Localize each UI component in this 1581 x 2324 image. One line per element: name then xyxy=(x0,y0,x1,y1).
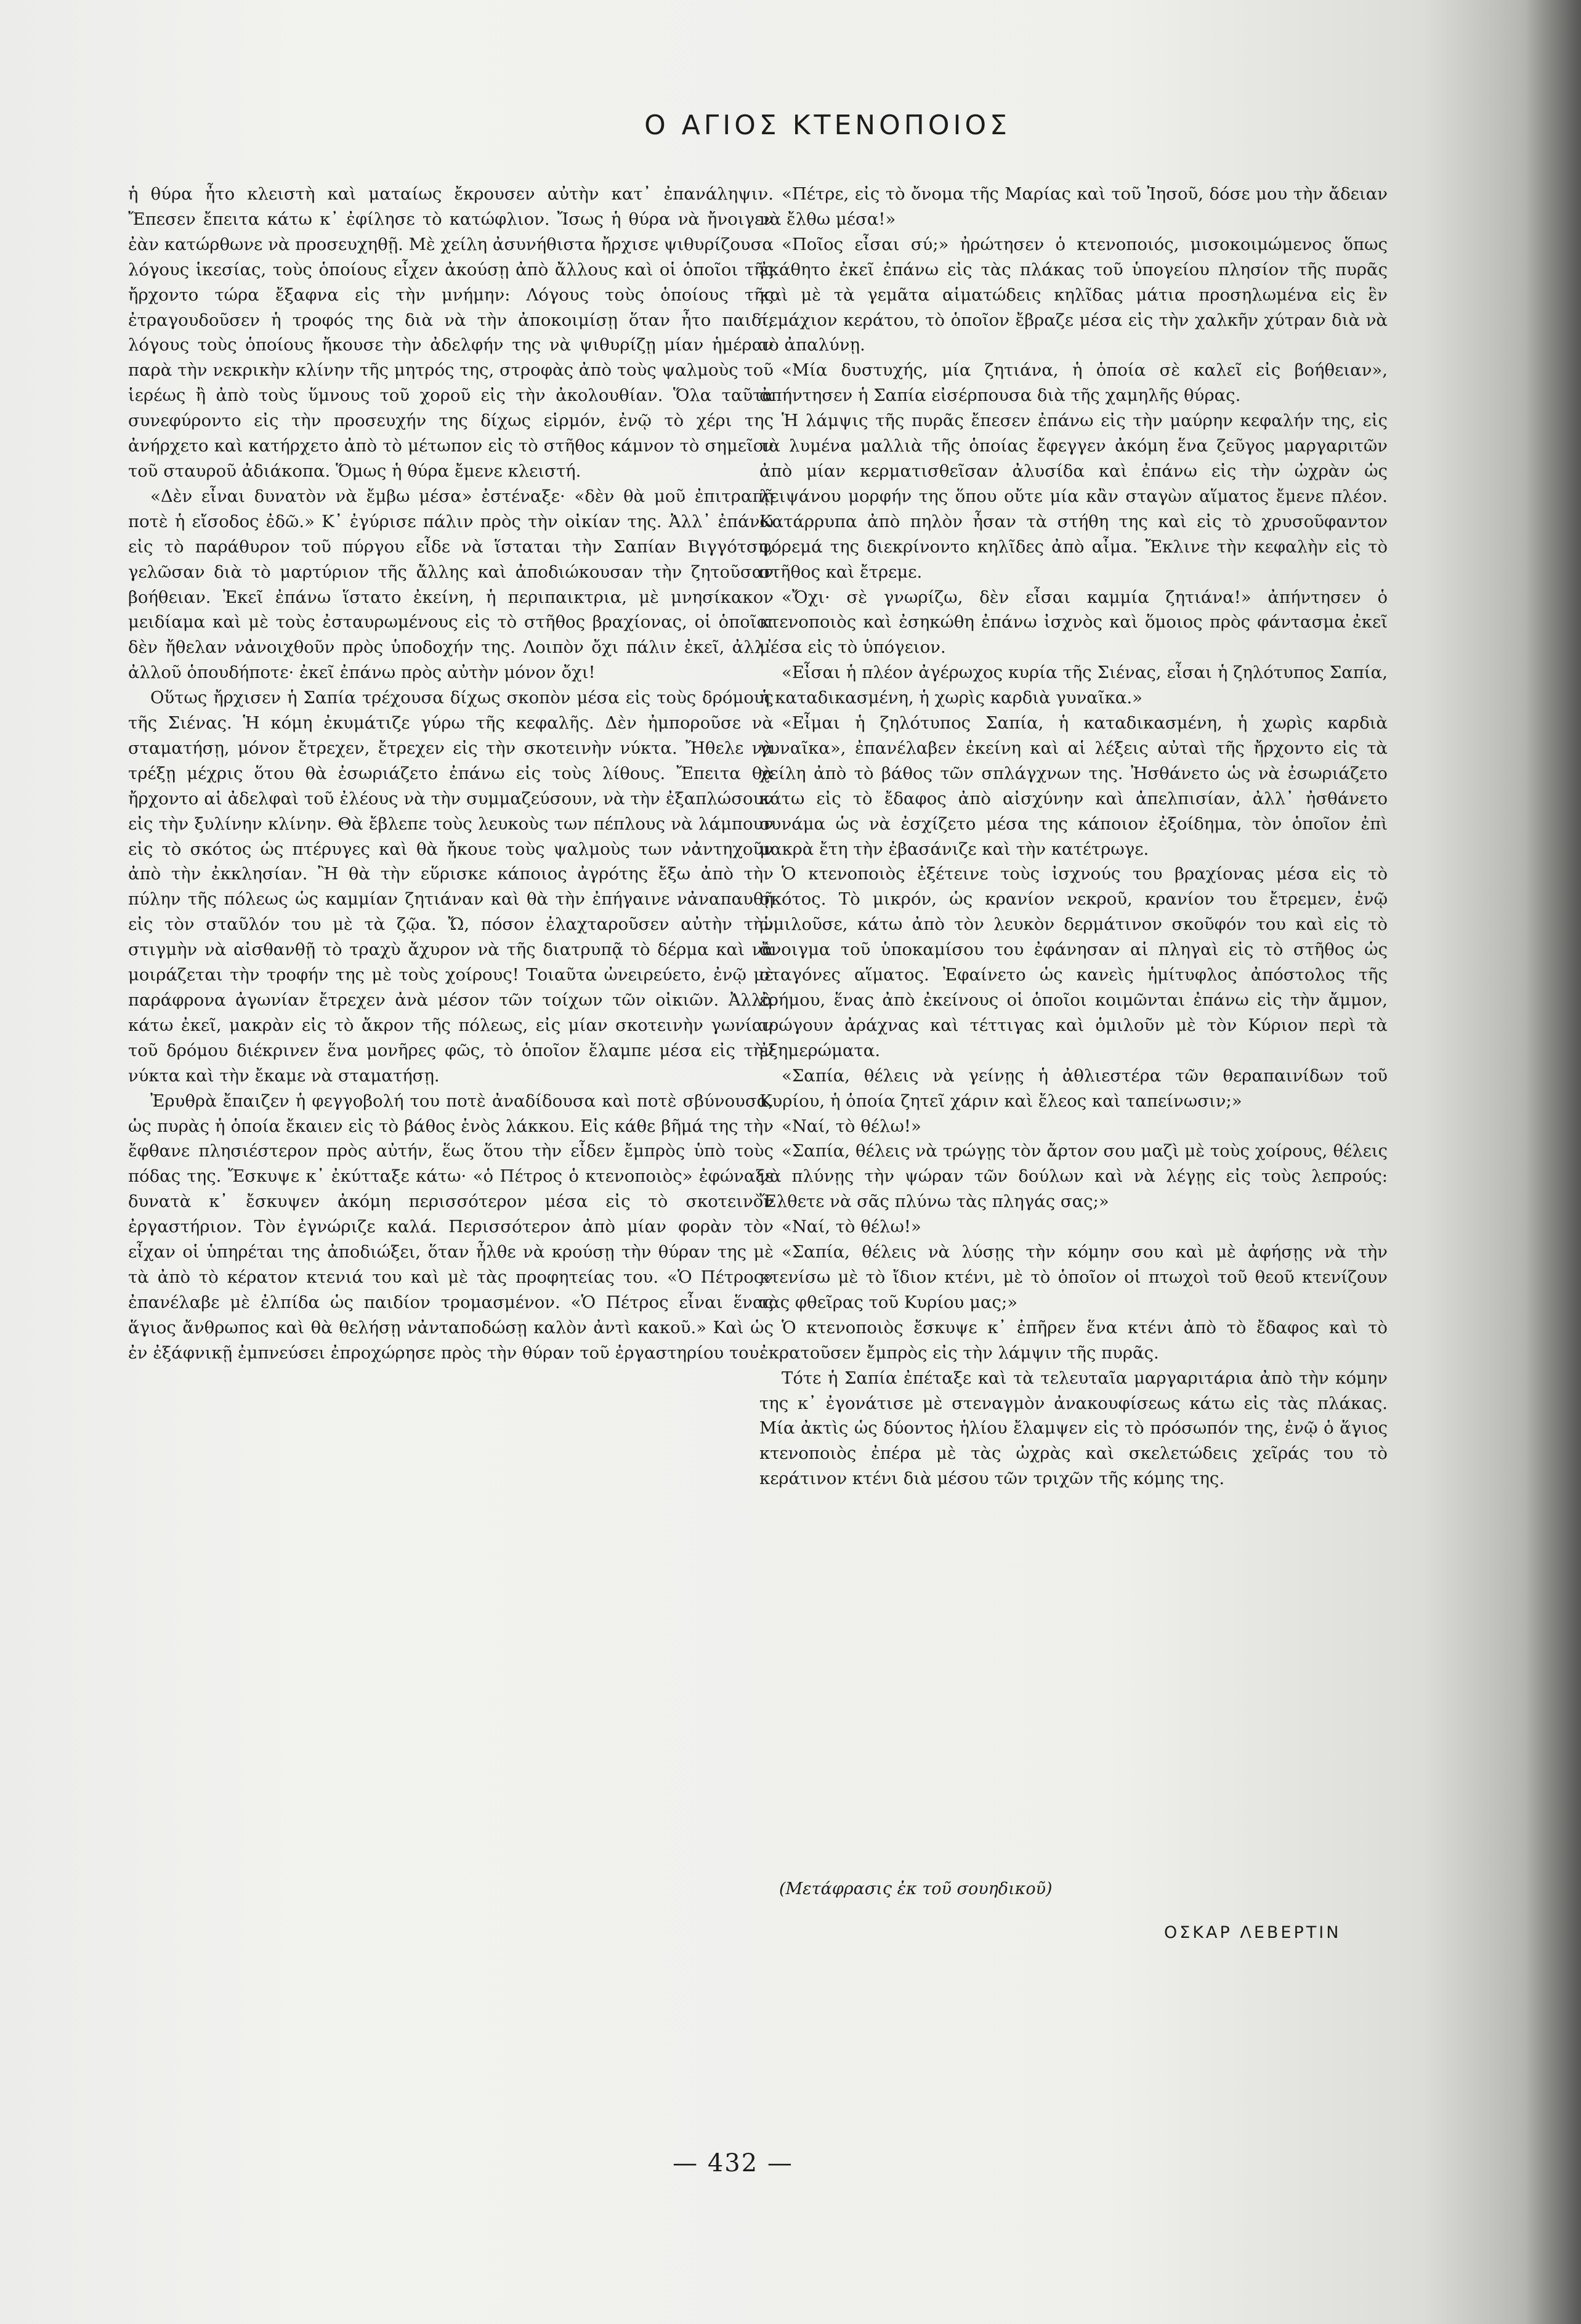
paragraph: «Ναί, τὸ θέλω!» xyxy=(782,1116,921,1136)
paragraph: Ὁ κτενοποιὸς ἔσκυψε κ᾿ ἐπῆρεν ἕνα κτένι ἀπὸ τὸ ἔδαφος καὶ τὸ ἐκρατοῦσεν ἔμπρὸς εἰς τὴν λάμψιν τῆς πυρᾶς. xyxy=(759,1317,1388,1363)
paragraph: Ὁ κτενοποιὸς ἐξέτεινε τοὺς ἰσχνούς του βραχίονας μέσα εἰς τὸ σκότος. Τὸ μικρόν, ὡς κρανίον νεκροῦ, κρανίον του ἔτρεμεν, ἐνῷ ὡμιλοῦσε, κάτω ἀπὸ τὸν λευκὸν δερμάτινον σκοῦφόν του καὶ εἰς τὸ ἄνοιγμα τοῦ ὑποκαμίσου του ἐφάνησαν αἱ πληγαὶ εἰς τὸ στῆθος ὡς σταγόνες αἵματος. Ἐφαίνετο ὡς κανεὶς ἡμίτυφλος ἀπόστολος τῆς ἐρήμου, ἕνας ἀπὸ ἐκείνους οἱ ὁποῖοι κοιμῶνται ἐπάνω εἰς τὴν ἄμμον, τρώγουν ἀράχνας καὶ τέττιγας καὶ ὁμιλοῦν μὲ τὸν Κύριον περὶ τὰ ἐξημερώματα. xyxy=(759,864,1388,1060)
paragraph: «Πέτρε, εἰς τὸ ὄνομα τῆς Μαρίας καὶ τοῦ Ἰησοῦ, δόσε μου τὴν ἄδειαν νὰ ἔλθω μέσα!» xyxy=(759,184,1388,229)
paragraph: «Σαπία, θέλεις νὰ λύσῃς τὴν κόμην σου καὶ μὲ ἀφήσῃς νὰ τὴν κτενίσω μὲ τὸ ἴδιον κτένι, μὲ τὸ ὁποῖον οἱ πτωχοὶ τοῦ θεοῦ κτενίζουν τὰς φθεῖρας τοῦ Κυρίου μας;» xyxy=(759,1242,1388,1312)
paragraph: «Ὄχι· σὲ γνωρίζω, δὲν εἶσαι καμμία ζητιάνα!» ἀπήντησεν ὁ κτενοποιὸς καὶ ἐσηκώθη ἐπάνω ἰσχνὸς καὶ ὅμοιος πρὸς φάντασμα ἐκεῖ μέσα εἰς τὸ ὑπόγειον. xyxy=(759,587,1388,658)
paragraph: «Σαπία, θέλεις νὰ γείνῃς ἡ ἀθλιεστέρα τῶν θεραπαινίδων τοῦ Κυρίου, ἡ ὁποία ζητεῖ χάριν καὶ ἔλεος καὶ ταπείνωσιν;» xyxy=(759,1065,1388,1111)
paragraph: «Μία δυστυχής, μία ζητιάνα, ἡ ὁποία σὲ καλεῖ εἰς βοήθειαν», ἀπήντησεν ἡ Σαπία εἰσέρπουσα διὰ τῆς χαμηλῆς θύρας. xyxy=(759,360,1388,406)
paragraph: «Ποῖος εἶσαι σύ;» ἠρώτησεν ὁ κτενοποιός, μισοκοιμώμενος ὅπως ἐκάθητο ἐκεῖ ἐπάνω εἰς τὰς πλάκας τοῦ ὑπογείου πλησίον τῆς πυρᾶς καὶ μὲ τὰ γεμᾶτα αἱματώδεις κηλῖδας μάτια προσηλωμένα εἰς ἓν τεμάχιον κεράτου, τὸ ὁποῖον ἔβραζε μέσα εἰς τὴν χαλκῆν χύτραν διὰ νὰ τὸ ἀπαλύνῃ. xyxy=(759,234,1388,355)
paragraph: Ἡ λάμψις τῆς πυρᾶς ἔπεσεν ἐπάνω εἰς τὴν μαύρην κεφαλήν της, εἰς τὰ λυμένα μαλλιὰ τῆς ὁποίας ἔφεγγεν ἀκόμη ἕνα ζεῦγος μαργαριτῶν ἀπὸ μίαν κερματισθεῖσαν ἀλυσίδα καὶ ἐπάνω εἰς τὴν ὠχρὰν ὡς λειψάνου μορφήν της ὅπου οὔτε μία κἂν σταγὼν αἵματος ἔμενε πλέον. Κατάρρυπα ἀπὸ πηλὸν ἦσαν τὰ στήθη της καὶ εἰς τὸ χρυσοῦφαντον φόρεμά της διεκρίνοντο κηλῖδες ἀπὸ αἷμα. Ἔκλινε τὴν κεφαλὴν εἰς τὸ στῆθος καὶ ἔτρεμε. xyxy=(759,411,1388,582)
paragraph: Οὕτως ἤρχισεν ἡ Σαπία τρέχουσα δίχως σκοπὸν μέσα εἰς τοὺς δρόμους τῆς Σιένας. Ἡ κόμη ἐκυμάτιζε γύρω τῆς κεφαλῆς. Δὲν ἠμποροῦσε νὰ σταματήσῃ, μόνον ἔτρεχεν, ἔτρεχεν εἰς τὴν σκοτεινὴν νύκτα. Ἤθελε νὰ τρέξῃ μέχρις ὅτου θὰ ἐσωριάζετο ἐπάνω εἰς τοὺς λίθους. Ἔπειτα θὰ ἤρχοντο αἱ ἀδελφαὶ τοῦ ἐλέους νὰ τὴν συμμαζεύσουν, νὰ τὴν ἐξαπλώσουν εἰς τὴν ξυλίνην κλίνην. Θὰ ἔβλεπε τοὺς λευκοὺς των πέπλους νὰ λάμπουν εἰς τὸ σκότος ὡς πτέρυγες καὶ θὰ ἤκουε τοὺς ψαλμοὺς των νἀντηχοῦν ἀπὸ τὴν ἐκκλησίαν. Ἢ θὰ τὴν εὕρισκε κάποιος ἀγρότης ἔξω ἀπὸ τὴν πύλην τῆς πόλεως ὡς καμμίαν ζητιάναν καὶ θὰ τὴν ἐπήγαινε νἀναπαυθῇ εἰς τὸν σταῦλόν του μὲ τὰ ζῷα. Ὤ, πόσον ἐλαχταροῦσεν αὐτὴν τὴν στιγμὴν νὰ αἰσθανθῇ τὸ τραχὺ ἄχυρον νὰ τῆς διατρυπᾷ τὸ δέρμα καὶ νὰ μοιράζεται τὴν τροφήν της μὲ τοὺς χοίρους! Τοιαῦτα ὠνειρεύετο, ἐνῷ μὲ παράφρονα ἀγωνίαν ἔτρεχεν ἀνὰ μέσον τῶν τοίχων τῶν οἰκιῶν. Ἀλλὰ κάτω ἐκεῖ, μακρὰν εἰς τὸ ἄκρον τῆς πόλεως, εἰς μίαν σκοτεινὴν γωνίαν τοῦ δρόμου διέκρινεν ἕνα μονῆρες φῶς, τὸ ὁποῖον ἔλαμπε μέσα εἰς τὴν νύκτα καὶ τὴν ἔκαμε νὰ σταματήσῃ. xyxy=(128,688,774,1086)
paragraph: «Εἶμαι ἡ ζηλότυπος Σαπία, ἡ καταδικασμένη, ἡ χωρὶς καρδιὰ γυναῖκα», ἐπανέλαβεν ἐκείνη καὶ αἱ λέξεις αὐταὶ τῆς ἤρχοντο εἰς τὰ χείλη ἀπὸ τὸ βάθος τῶν σπλάγχνων της. Ἠσθάνετο ὡς νὰ ἐσωριάζετο κάτω εἰς τὸ ἔδαφος ἀπὸ αἰσχύνην καὶ ἀπελπισίαν, ἀλλ᾿ ἠσθάνετο συνάμα ὡς νὰ ἐσχίζετο μέσα της κάποιον ἐξοίδημα, τὸν ὁποῖον ἐπὶ μακρὰ ἔτη τὴν ἐβασάνιζε καὶ τὴν κατέτρωγε. xyxy=(759,713,1388,859)
paragraph: «Εἶσαι ἡ πλέον ἀγέρωχος κυρία τῆς Σιένας, εἶσαι ἡ ζηλότυπος Σαπία, ἡ καταδικασμένη, ἡ χωρὶς καρδιὰ γυναῖκα.» xyxy=(759,663,1388,708)
paragraph: «Δὲν εἶναι δυνατὸν νὰ ἔμβω μέσα» ἐστέναξε· «δὲν θὰ μοῦ ἐπιτραπῇ ποτὲ ἡ εἴσοδος ἐδῶ.» Κ᾿ ἐγύρισε πάλιν πρὸς τὴν οἰκίαν της. Ἀλλ᾿ ἐπάνω εἰς τὸ παράθυρον τοῦ πύργου εἶδε νὰ ἵσταται τὴν Σαπίαν Βιγγότση, γελῶσαν διὰ τὸ μαρτύριον τῆς ἄλλης καὶ ἀποδιώκουσαν τὴν ζητοῦσαν βοήθειαν. Ἐκεῖ ἐπάνω ἵστατο ἐκείνη, ἡ περιπαικτρια, μὲ μνησίκακον μειδίαμα καὶ μὲ τοὺς ἐσταυρωμένους εἰς τὸ στῆθος βραχίονας, οἱ ὁποῖοι δὲν ἤθελαν νἀνοιχθοῦν πρὸς ὑποδοχήν της. Λοιπὸν ὄχι πάλιν ἐκεῖ, ἀλλ᾿ ἀλλοῦ ὁπουδήποτε· ἐκεῖ ἐπάνω πρὸς αὐτὴν μόνον ὄχι! xyxy=(128,486,774,683)
paragraph: «Ναί, τὸ θέλω!» xyxy=(782,1217,921,1237)
paragraph: ἡ θύρα ἦτο κλειστὴ καὶ ματαίως ἔκρουσεν αὐτὴν κατ᾿ ἐπανάληψιν. Ἔπεσεν ἔπειτα κάτω κ᾿ ἐφίλησε τὸ κατώφλιον. Ἴσως ἡ θύρα νὰ ἤνοιγεν ἐὰν κατώρθωνε νὰ προσευχηθῇ. Μὲ χείλη ἀσυνήθιστα ἤρχισε ψιθυρίζουσα λόγους ἱκεσίας, τοὺς ὁποίους εἶχεν ἀκούσῃ ἀπὸ ἄλλους καὶ οἱ ὁποῖοι τῆς ἤρχοντο τώρα ἔξαφνα εἰς τὴν μνήμην: Λόγους τοὺς ὁποίους τῆς ἐτραγουδοῦσεν ἡ τροφός της διὰ νὰ τὴν ἀποκοιμίσῃ ὅταν ἦτο παιδί, λόγους τοὺς ὁποίους ἤκουσε τὴν ἀδελφήν της νὰ ψιθυρίζῃ μίαν ἡμέραν παρὰ τὴν νεκρικὴν κλίνην τῆς μητρός της, στροφὰς ἀπὸ τοὺς ψαλμοὺς τοῦ ἱερέως ἢ ἀπὸ τοὺς ὕμνους τοῦ χοροῦ εἰς τὴν ἀκολουθίαν. Ὅλα ταῦτα συνεφύροντο εἰς τὴν προσευχήν της δίχως εἱρμόν, ἐνῷ τὸ χέρι της ἀνήρχετο καὶ κατήρχετο ἀπὸ τὸ μέτωπον εἰς τὸ στῆθος κάμνον τὸ σημεῖον τοῦ σταυροῦ ἀδιάκοπα. Ὅμως ἡ θύρα ἔμενε κλειστή. xyxy=(128,184,774,481)
paragraph: Τότε ἡ Σαπία ἐπέταξε καὶ τὰ τελευταῖα μαργαριτάρια ἀπὸ τὴν κόμην της κ᾿ ἐγονάτισε μὲ στεναγμὸν ἀνακουφίσεως κάτω εἰς τὰς πλάκας. Μία ἀκτὶς ὡς δύοντος ἡλίου ἔλαμψεν εἰς τὸ πρόσωπόν της, ἐνῷ ὁ ἅγιος κτενοποιὸς ἐπέρα μὲ τὰς ὠχρὰς καὶ σκελετώδεις χεῖράς του τὸ κεράτινον κτένι διὰ μέσου τῶν τριχῶν τῆς κόμης της. xyxy=(759,1368,1388,1489)
translation-note: (Μετάφρασις ἐκ τοῦ σουηδικοῦ) xyxy=(779,1879,1053,1898)
right-column xyxy=(759,182,1388,1491)
paragraph: Ἐρυθρὰ ἔπαιζεν ἡ φεγγοβολή του ποτὲ ἀναδίδουσα καὶ ποτὲ σβύνουσα, ὡς πυρὰς ἡ ὁποία ἔκαιεν εἰς τὸ βάθος ἑνὸς λάκκου. Εἰς κάθε βῆμά της τὴν ἔφθανε πλησιέστερον πρὸς αὐτήν, ἕως ὅτου τὴν εἶδεν ἔμπρὸς ὑπὸ τοὺς πόδας της. Ἔσκυψε κ᾿ ἐκύτταξε κάτω· «ὁ Πέτρος ὁ κτενοποιὸς» ἐφώναξε δυνατὰ κ᾿ ἔσκυψεν ἀκόμη περισσότερον μέσα εἰς τὸ σκοτεινὸν ἐργαστήριον. Τὸν ἐγνώριζε καλά. Περισσότερον ἀπὸ μίαν φορὰν τὸν εἶχαν οἱ ὑπηρέται της ἀποδιώξει, ὅταν ἦλθε νὰ κρούσῃ τὴν θύραν της μὲ τὰ ἀπὸ τὸ κέρατον κτενιά του καὶ μὲ τὰς προφητείας του. «Ὁ Πέτρος» ἐπανέλαβε μὲ ἐλπίδα ὡς παιδίον τρομασμένον. «Ὁ Πέτρος εἶναι ἕνας ἅγιος ἄνθρωπος καὶ θὰ θελήσῃ νἀνταποδώσῃ καλὸν ἀντὶ κακοῦ.» Καὶ ὡς ἐν ἐξάφνικῇ ἐμπνεύσει ἐπροχώρησε πρὸς τὴν θύραν τοῦ ἐργαστηρίου του. xyxy=(128,1091,774,1363)
article-title: Ο ΑΓΙΟΣ ΚΤΕΝΟΠΟΙΟΣ xyxy=(644,110,1011,141)
binding-shadow xyxy=(1526,0,1581,2324)
paragraph: «Σαπία, θέλεις νὰ τρώγῃς τὸν ἄρτον σου μαζὶ μὲ τοὺς χοίρους, θέλεις νὰ πλύνῃς τὴν ψώραν τῶν δούλων καὶ νὰ λέγῃς εἰς τοὺς λεπρούς: Ἔλθετε νὰ σᾶς πλύνω τὰς πληγάς σας;» xyxy=(759,1141,1388,1212)
author-name: ΟΣΚΑΡ ΛΕΒΕΡΤΙΝ xyxy=(1164,1923,1341,1942)
page-number: — 432 — xyxy=(673,2149,793,2177)
left-column xyxy=(128,182,774,1366)
